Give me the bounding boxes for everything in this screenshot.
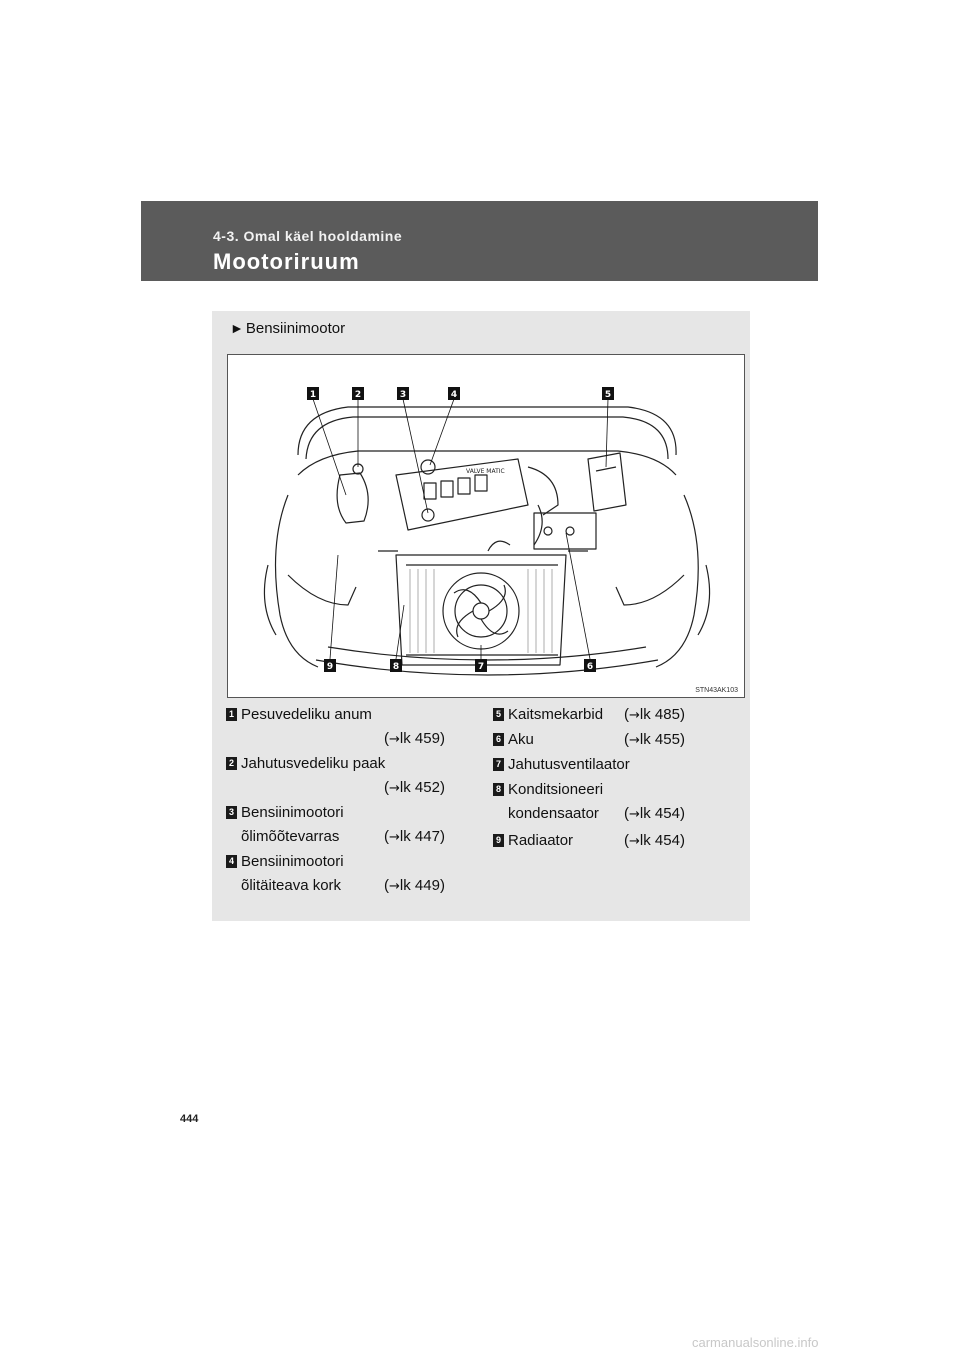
- page-reference: (→lk 454): [624, 805, 685, 822]
- item-label: Aku: [508, 731, 534, 748]
- svg-text:6: 6: [586, 662, 594, 672]
- svg-text:7: 7: [477, 662, 485, 672]
- subheading: [230, 320, 345, 337]
- legend-item-2: [226, 752, 476, 802]
- legend-item-7: [493, 753, 743, 779]
- callout-7: [475, 659, 487, 672]
- callout-3: [397, 387, 409, 400]
- item-label-line2: õlimõõtevarras: [241, 828, 340, 845]
- callout-2: [352, 387, 364, 400]
- page-reference: (→lk 455): [624, 731, 685, 748]
- valvematic-logo-text: VALVE MATIC: [466, 468, 505, 475]
- item-label-line2: kondensaator: [508, 805, 599, 822]
- chapter-header: [141, 201, 818, 281]
- page-number: 444: [180, 1113, 199, 1125]
- legend-item-1: [226, 703, 476, 753]
- legend-item-9: [493, 829, 743, 855]
- svg-text:5: 5: [604, 390, 612, 400]
- subheading-text: Bensiinimootor: [245, 320, 346, 337]
- callout-6: [584, 659, 596, 672]
- number-badge: 5: [493, 708, 504, 721]
- svg-text:9: 9: [326, 662, 334, 672]
- svg-text:4: 4: [450, 390, 458, 400]
- callout-9: [324, 659, 336, 672]
- item-label: Jahutusvedeliku paak: [241, 755, 386, 772]
- legend-item-6: [493, 728, 743, 754]
- svg-text:1: 1: [309, 390, 317, 400]
- callout-1: [307, 387, 319, 400]
- svg-text:8: 8: [392, 662, 400, 672]
- number-badge: 6: [493, 733, 504, 746]
- callout-4: [448, 387, 460, 400]
- engine-drawing: [228, 355, 744, 697]
- figure-code: STN43AK103: [695, 687, 738, 694]
- item-label: Konditsioneeri: [508, 781, 604, 798]
- legend-item-4: [226, 850, 476, 900]
- callout-5: [602, 387, 614, 400]
- page-reference: (→lk 485): [624, 706, 685, 723]
- item-label: Jahutusventilaator: [508, 756, 630, 773]
- number-badge: 1: [226, 708, 237, 721]
- watermark: carmanualsonline.info: [692, 1335, 819, 1350]
- svg-text:2: 2: [354, 390, 362, 400]
- number-badge: 3: [226, 806, 237, 819]
- triangle-marker-icon: ►: [230, 320, 244, 336]
- number-badge: 8: [493, 783, 504, 796]
- content-panel: [212, 311, 750, 921]
- number-badge: 2: [226, 757, 237, 770]
- page-reference: (→lk 449): [384, 877, 445, 894]
- page-reference: (→lk 447): [384, 828, 445, 845]
- item-label-line2: õlitäiteava kork: [241, 877, 342, 894]
- page-title: Mootoriruum: [213, 249, 360, 274]
- item-label: Bensiinimootori: [241, 853, 344, 870]
- number-badge: 4: [226, 855, 237, 868]
- legend-item-3: [226, 801, 476, 851]
- page-reference: (→lk 459): [384, 730, 445, 747]
- svg-text:3: 3: [399, 390, 407, 400]
- number-badge: 7: [493, 758, 504, 771]
- page-reference: (→lk 452): [384, 779, 445, 796]
- engine-compartment-illustration: [227, 354, 745, 698]
- legend-item-5: [493, 703, 743, 729]
- callout-8: [390, 659, 402, 672]
- item-label: Bensiinimootori: [241, 804, 344, 821]
- page-reference: (→lk 454): [624, 832, 685, 849]
- number-badge: 9: [493, 834, 504, 847]
- item-label: Kaitsmekarbid: [508, 706, 604, 723]
- legend-item-8: [493, 778, 743, 828]
- section-title: 4-3. Omal käel hooldamine: [213, 228, 403, 244]
- item-label: Pesuvedeliku anum: [241, 706, 372, 723]
- item-label: Radiaator: [508, 832, 574, 849]
